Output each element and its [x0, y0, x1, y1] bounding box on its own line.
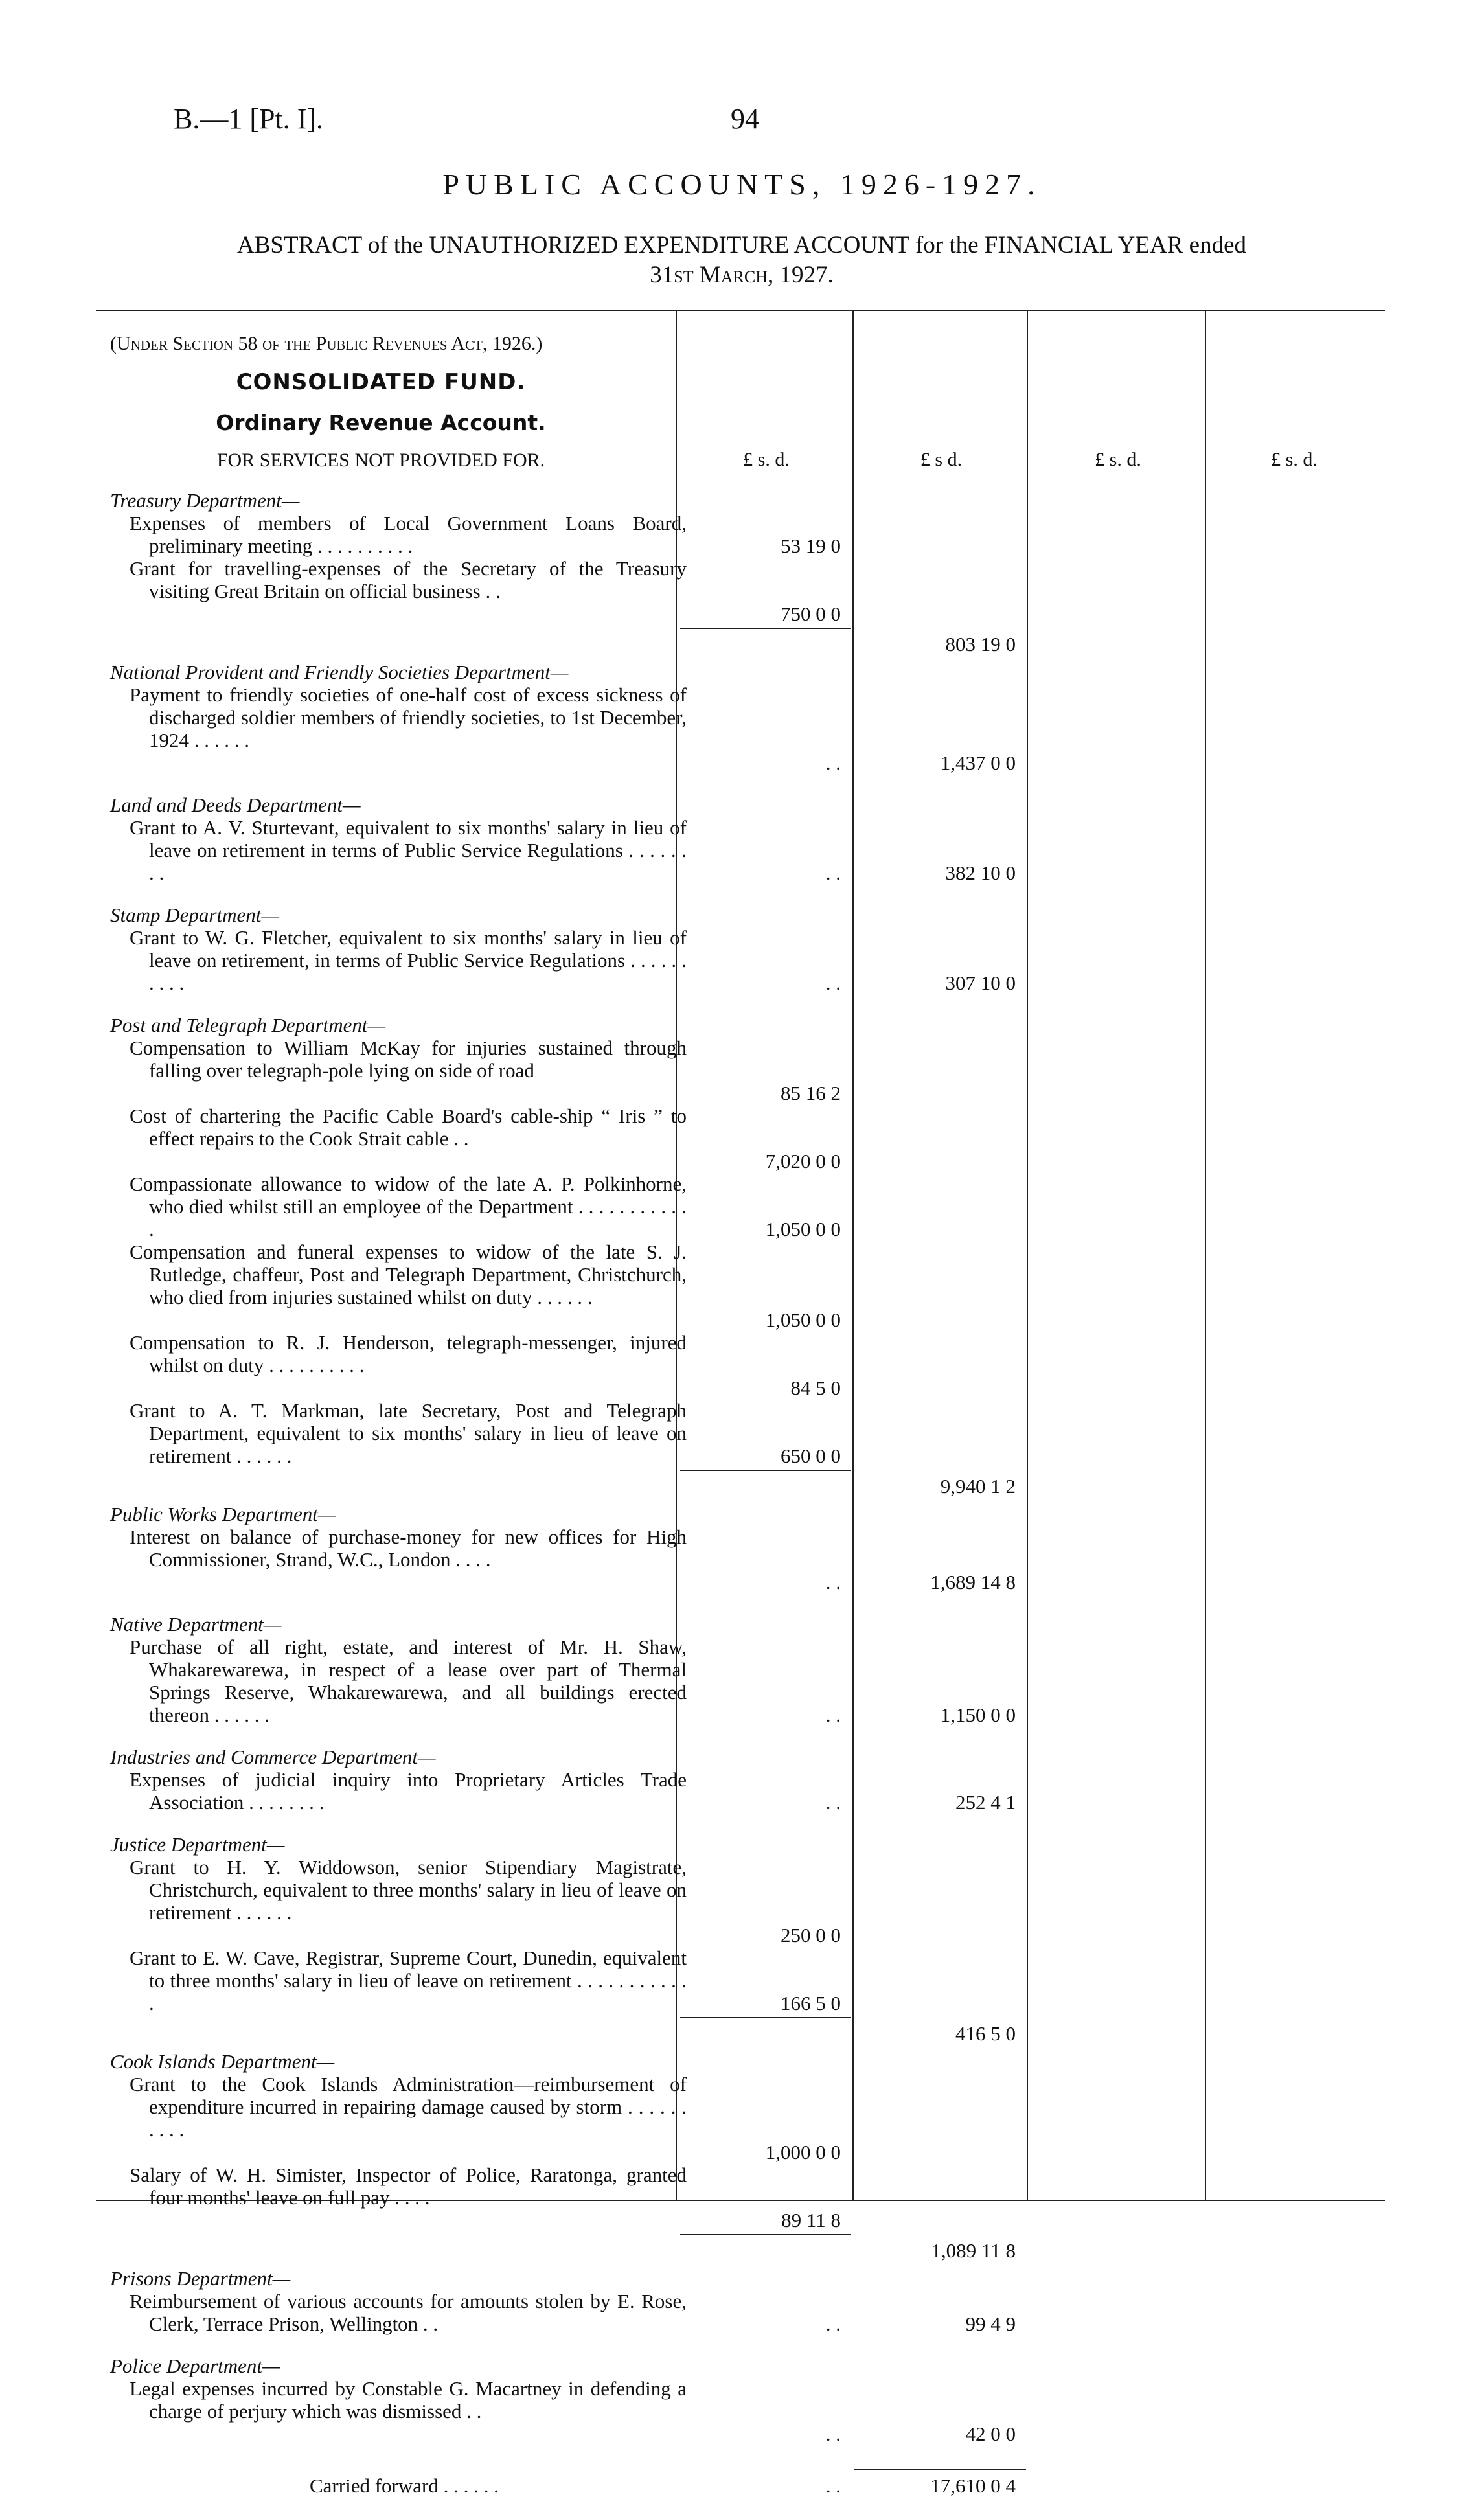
item-amount: 7,020 0 0: [765, 1150, 841, 1172]
account-heading: Ordinary Revenue Account.: [216, 410, 546, 435]
item-description: Compensation and funeral expenses to widow of the late S. J. Rutledge, chaffeur, Post and Telegraph Department, Christchurch, who died from injuries sustained whilst on duty . . . . . .: [130, 1240, 687, 1308]
item-amount: 650 0 0: [781, 1444, 841, 1467]
department-heading: Industries and Commerce Department—: [110, 1746, 436, 1768]
subtotal-rule: [680, 628, 851, 629]
item-amount: 89 11 8: [781, 2209, 841, 2231]
item-description: Interest on balance of purchase-money for new offices for High Commissioner, Strand, W.C., London . . . .: [130, 1525, 687, 1571]
department-heading: Cook Islands Department—: [110, 2050, 335, 2073]
currency-header-4: £ s. d.: [1271, 449, 1318, 470]
item-description: Grant for travelling-expenses of the Secretary of the Treasury visiting Great Britain on official business . .: [130, 557, 687, 602]
department-heading: Stamp Department—: [110, 904, 279, 926]
department-total: 307 10 0: [945, 972, 1016, 994]
item-description: Compensation to R. J. Henderson, telegraph-messenger, injured whilst on duty . . . . . . . . . .: [130, 1331, 687, 1376]
item-amount: 750 0 0: [781, 602, 841, 625]
department-heading: Land and Deeds Department—: [110, 793, 361, 816]
subtotal-rule: [680, 1470, 851, 1471]
carried-forward-amount: . .: [825, 2474, 841, 2497]
item-amount: . .: [825, 972, 841, 994]
table-top-rule: [96, 310, 1385, 311]
section-note: (Under Section 58 of the Public Revenues Act, 1926.): [110, 333, 543, 354]
department-total: 1,089 11 8: [931, 2239, 1016, 2262]
item-description: Salary of W. H. Simister, Inspector of Police, Raratonga, granted four months' leave on full pay . . . .: [130, 2163, 687, 2209]
currency-header-2: £ s d.: [920, 449, 963, 470]
item-amount: 1,050 0 0: [765, 1218, 841, 1240]
item-description: Purchase of all right, estate, and interest of Mr. H. Shaw, Whakarewarewa, in respect of a lease over part of Thermal Springs Reserve, Whakarewarewa, and all buildings erected thereon . . . . . .: [130, 1636, 687, 1726]
item-description: Grant to H. Y. Widdowson, senior Stipendiary Magistrate, Christchurch, equivalent to three months' salary in lieu of leave on retirement . . . . . .: [130, 1856, 687, 1924]
item-amount: . .: [825, 1571, 841, 1593]
item-amount: . .: [825, 751, 841, 774]
department-heading: Native Department—: [110, 1613, 282, 1636]
document-reference: B.—1 [Pt. I].: [174, 103, 323, 135]
item-description: Expenses of judicial inquiry into Proprietary Articles Trade Association . . . . . . . .: [130, 1768, 687, 1814]
item-description: Payment to friendly societies of one-half cost of excess sickness of discharged soldier members of friendly societies, to 1st December, 1924 . . . . . .: [130, 683, 687, 751]
column-rule-3: [1027, 310, 1028, 2200]
department-total: 803 19 0: [945, 633, 1016, 656]
department-total: 42 0 0: [965, 2423, 1016, 2445]
currency-header-3: £ s. d.: [1095, 449, 1141, 470]
carried-forward-total: 17,610 0 4: [930, 2474, 1016, 2497]
department-heading: Prisons Department—: [110, 2267, 291, 2290]
page-title: PUBLIC ACCOUNTS, 1926-1927.: [442, 168, 1042, 201]
subtitle-line-2: 31st March, 1927.: [650, 262, 834, 288]
expenditure-table: [96, 310, 1385, 2497]
item-amount: 166 5 0: [781, 1992, 841, 2014]
item-description: Expenses of members of Local Government Loans Board, preliminary meeting . . . . . . . . . .: [130, 512, 687, 557]
item-amount: . .: [825, 1704, 841, 1726]
item-amount: 53 19 0: [781, 534, 841, 557]
item-description: Reimbursement of various accounts for amounts stolen by E. Rose, Clerk, Terrace Prison, Wellington . .: [130, 2290, 687, 2335]
item-description: Grant to W. G. Fletcher, equivalent to six months' salary in lieu of leave on retirement, in terms of Public Service Regulations . . . . . . . . . .: [130, 926, 687, 994]
department-heading: Post and Telegraph Department—: [110, 1014, 386, 1036]
department-total: 9,940 1 2: [940, 1475, 1016, 1498]
fund-heading: CONSOLIDATED FUND.: [236, 369, 526, 395]
subtotal-rule: [680, 2234, 851, 2235]
item-amount: . .: [825, 2423, 841, 2445]
carried-forward-rule: [854, 2469, 1026, 2470]
item-description: Compassionate allowance to widow of the late A. P. Polkinhorne, who died whilst still an employee of the Department . . . . . . . . . . . .: [130, 1172, 687, 1240]
page-number: 94: [731, 103, 759, 135]
column-rule-2: [852, 310, 854, 2200]
item-amount: 84 5 0: [790, 1376, 841, 1399]
column-rule-4: [1205, 310, 1206, 2200]
item-description: Cost of chartering the Pacific Cable Board's cable-ship “ Iris ” to effect repairs to the Cook Strait cable . .: [130, 1104, 687, 1150]
carried-forward-label: Carried forward . . . . . .: [310, 2474, 499, 2497]
item-amount: 1,000 0 0: [765, 2141, 841, 2163]
department-total: 1,150 0 0: [940, 1704, 1016, 1726]
item-amount: 85 16 2: [781, 1082, 841, 1104]
item-description: Legal expenses incurred by Constable G. Macartney in defending a charge of perjury which was dismissed . .: [130, 2377, 687, 2423]
services-heading: FOR SERVICES NOT PROVIDED FOR.: [216, 450, 545, 471]
department-total: 382 10 0: [945, 861, 1016, 884]
department-heading: National Provident and Friendly Societies Department—: [110, 661, 569, 683]
subtitle-line-1: ABSTRACT of the UNAUTHORIZED EXPENDITURE ACCOUNT for the FINANCIAL YEAR ended: [237, 232, 1246, 258]
item-description: Grant to A. V. Sturtevant, equivalent to six months' salary in lieu of leave on retirement in terms of Public Service Regulations . . . . . . . .: [130, 816, 687, 884]
department-total: 252 4 1: [955, 1791, 1016, 1814]
department-total: 1,437 0 0: [940, 751, 1016, 774]
department-heading: Police Department—: [110, 2354, 280, 2377]
item-amount: . .: [825, 2312, 841, 2335]
item-amount: 1,050 0 0: [765, 1308, 841, 1331]
item-amount: 250 0 0: [781, 1924, 841, 1946]
department-total: 99 4 9: [965, 2312, 1016, 2335]
item-description: Grant to A. T. Markman, late Secretary, Post and Telegraph Department, equivalent to six months' salary in lieu of leave on retirement . . . . . .: [130, 1399, 687, 1467]
item-description: Compensation to William McKay for injuries sustained through falling over telegraph-pole lying on side of road: [130, 1036, 687, 1082]
department-total: 1,689 14 8: [930, 1571, 1016, 1593]
item-amount: . .: [825, 861, 841, 884]
department-heading: Justice Department—: [110, 1833, 285, 1856]
department-heading: Public Works Department—: [110, 1503, 336, 1525]
department-heading: Treasury Department—: [110, 489, 300, 512]
item-amount: . .: [825, 1791, 841, 1814]
page-subtitle: [110, 231, 1373, 290]
department-total: 416 5 0: [955, 2022, 1016, 2045]
item-description: Grant to the Cook Islands Administration—reimbursement of expenditure incurred in repairing damage caused by storm . . . . . . . . . .: [130, 2073, 687, 2141]
currency-header-1: £ s. d.: [743, 449, 790, 470]
subtotal-rule: [680, 2017, 851, 2018]
item-description: Grant to E. W. Cave, Registrar, Supreme Court, Dunedin, equivalent to three months' salary in lieu of leave on retirement . . . . . . . . . . . .: [130, 1946, 687, 2014]
